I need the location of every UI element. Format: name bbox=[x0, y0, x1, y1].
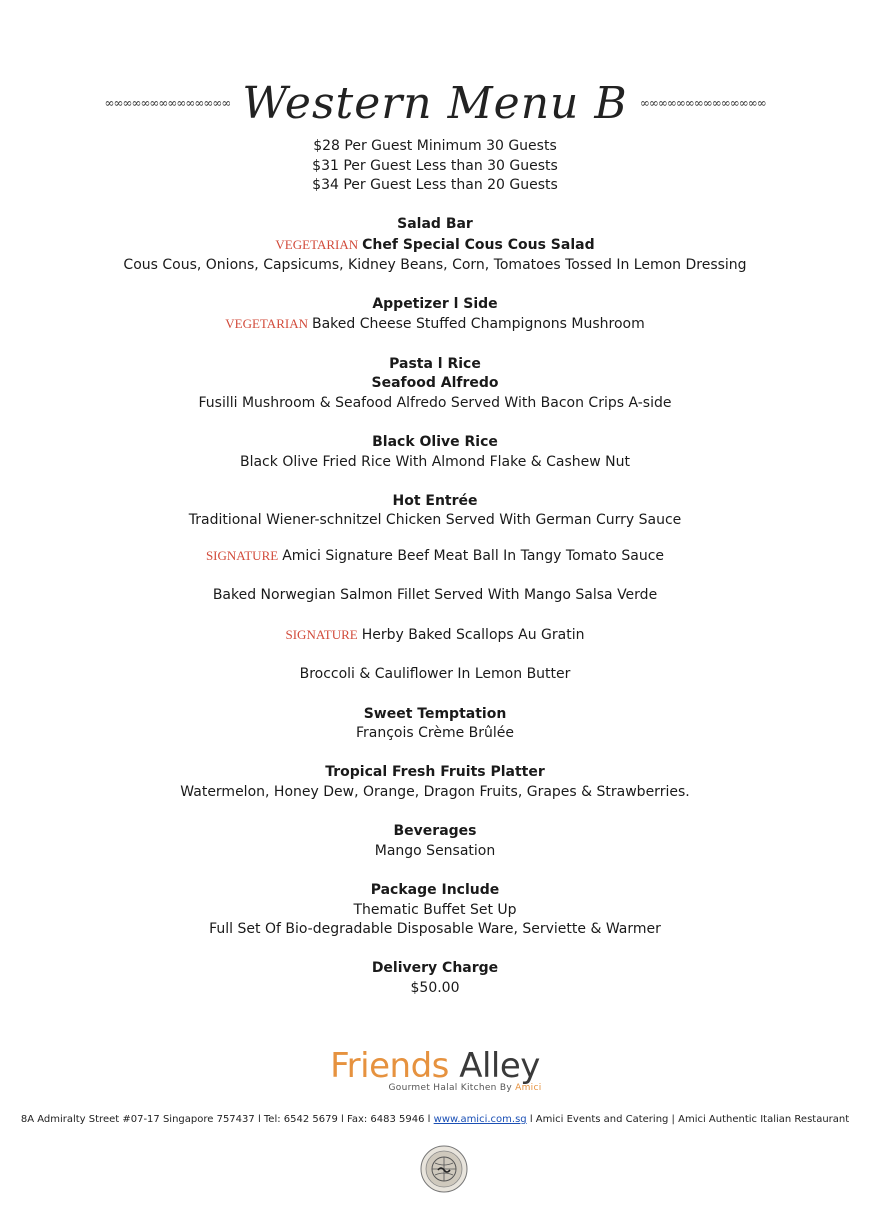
ornament-right: ∞∞∞∞∞∞∞∞∞∞∞∞∞∞ bbox=[639, 96, 766, 110]
hot-item-4: Herby Baked Scallops Au Gratin bbox=[361, 627, 585, 644]
sweet-heading: Sweet Temptation bbox=[363, 705, 507, 722]
logo-tagline-text: Gourmet Halal Kitchen By bbox=[388, 1083, 512, 1093]
price-line-2: $31 Per Guest Less than 30 Guests bbox=[312, 157, 558, 174]
appetizer-item: Baked Cheese Stuffed Champignons Mushroom bbox=[311, 316, 645, 333]
signature-tag: SIGNATURE bbox=[285, 627, 358, 643]
pasta-desc-1: Fusilli Mushroom & Seafood Alfredo Served With Bacon Crips A-side bbox=[198, 394, 672, 411]
logo-word-friends: Friends bbox=[330, 1046, 449, 1086]
pasta-desc-2: Black Olive Fried Rice With Almond Flake & Cashew Nut bbox=[239, 453, 631, 470]
page-title: Western Menu B bbox=[242, 77, 628, 129]
beverages-heading: Beverages bbox=[393, 823, 477, 840]
pasta-item-2: Black Olive Rice bbox=[372, 433, 498, 450]
footer-address: 8A Admiralty Street #07-17 Singapore 757437 l Tel: 6542 5679 l Fax: 6483 5946 l bbox=[20, 1114, 434, 1125]
website-link[interactable]: www.amici.com.sg bbox=[433, 1114, 527, 1125]
hot-item-4-line bbox=[0, 625, 870, 646]
salad-item-line bbox=[0, 235, 870, 256]
hot-heading: Hot Entrée bbox=[392, 492, 478, 509]
logo-tagline bbox=[0, 1083, 870, 1093]
price-line-3: $34 Per Guest Less than 20 Guests bbox=[312, 177, 558, 194]
vegetarian-tag: VEGETARIAN bbox=[225, 316, 308, 332]
sweet-item-1: François Crème Brûlée bbox=[355, 725, 515, 742]
delivery-price: $50.00 bbox=[410, 979, 460, 996]
price-line-1: $28 Per Guest Minimum 30 Guests bbox=[313, 138, 557, 154]
logo-word-alley: Alley bbox=[459, 1046, 540, 1086]
beverages-item: Mango Sensation bbox=[374, 842, 496, 859]
salad-heading: Salad Bar bbox=[397, 216, 473, 233]
hot-item-1: Traditional Wiener-schnitzel Chicken Served With German Curry Sauce bbox=[188, 512, 682, 529]
package-item-2: Full Set Of Bio-degradable Disposable Ware, Serviette & Warmer bbox=[209, 921, 661, 938]
delivery-heading: Delivery Charge bbox=[371, 960, 499, 977]
ornament-left: ∞∞∞∞∞∞∞∞∞∞∞∞∞∞ bbox=[104, 96, 231, 110]
appetizer-heading: Appetizer l Side bbox=[372, 295, 498, 312]
salad-desc: Cous Cous, Onions, Capsicums, Kidney Beans, Corn, Tomatoes Tossed In Lemon Dressing bbox=[123, 256, 747, 273]
title-row bbox=[0, 68, 870, 138]
vegetarian-tag: VEGETARIAN bbox=[275, 236, 359, 252]
pasta-item-1: Seafood Alfredo bbox=[371, 375, 499, 392]
hot-item-3: Baked Norwegian Salmon Fillet Served With Mango Salsa Verde bbox=[212, 587, 658, 604]
hot-item-2-line bbox=[0, 546, 870, 567]
footer-contact bbox=[0, 1114, 870, 1125]
logo-tagline-brand: Amici bbox=[515, 1083, 542, 1093]
halal-seal-icon bbox=[420, 1145, 468, 1193]
menu-content bbox=[0, 137, 870, 999]
sweet-desc-2: Watermelon, Honey Dew, Orange, Dragon Fruits, Grapes & Strawberries. bbox=[180, 784, 690, 800]
appetizer-item-line bbox=[0, 314, 870, 335]
signature-tag: SIGNATURE bbox=[205, 547, 279, 563]
hot-item-2: Amici Signature Beef Meat Ball In Tangy Tomato Sauce bbox=[282, 547, 665, 564]
sweet-item-2: Tropical Fresh Fruits Platter bbox=[325, 764, 545, 781]
hot-item-5: Broccoli & Cauliflower In Lemon Butter bbox=[299, 666, 571, 683]
package-item-1: Thematic Buffet Set Up bbox=[353, 901, 517, 918]
friends-alley-logo bbox=[0, 1046, 870, 1093]
salad-item: Chef Special Cous Cous Salad bbox=[362, 236, 595, 253]
footer-rest: l Amici Events and Catering | Amici Authentic Italian Restaurant bbox=[526, 1114, 850, 1125]
pasta-heading: Pasta l Rice bbox=[389, 355, 481, 372]
package-heading: Package Include bbox=[370, 881, 500, 898]
